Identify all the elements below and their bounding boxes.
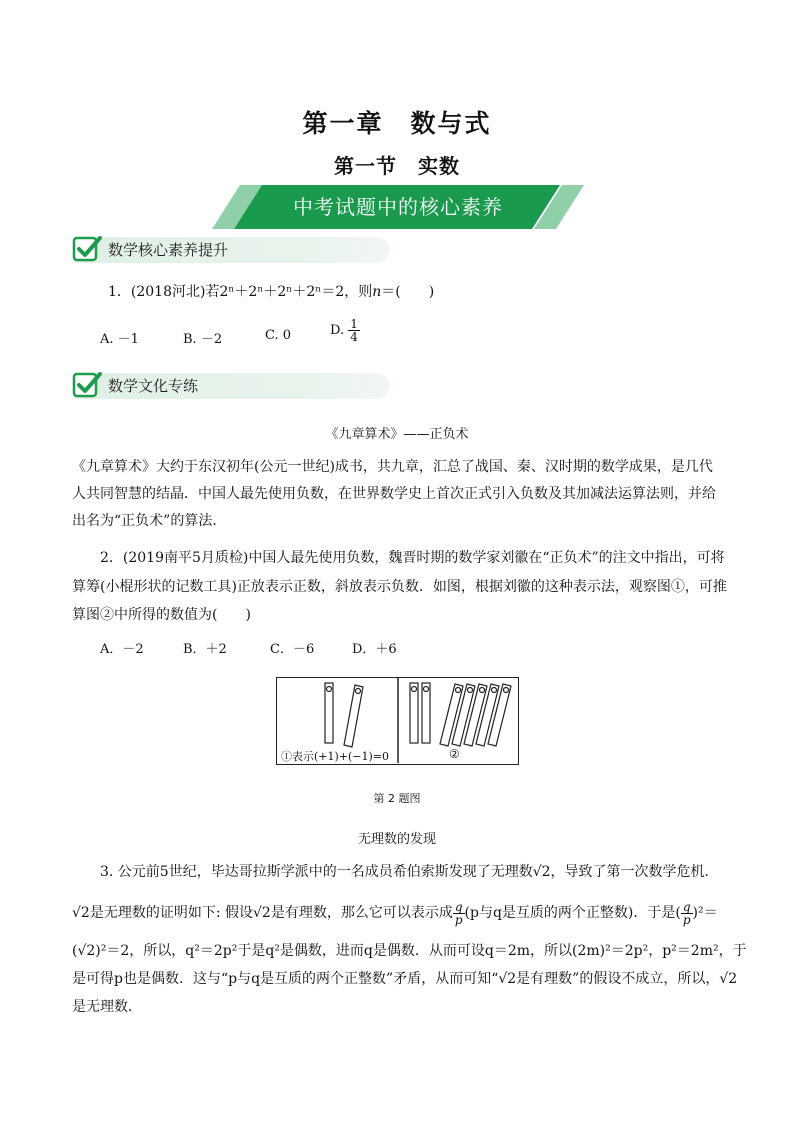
q1-var: n (372, 284, 382, 300)
reading-1-body: 《九章算术》大约于东汉初年(公元一世纪)成书，共九章，汇总了战国、秦、汉时期的数学成果，是几代人共同智慧的结晶．中国人最先使用负数，在世界数学史上首次正式引入负数及其加减法运算法则，并给出名为“正负术”的算法． (72, 459, 716, 529)
q2-option-b: B．＋2 (183, 642, 227, 657)
fraction-denominator: 4 (350, 330, 358, 344)
proof-line-1-c: )²＝ (692, 905, 718, 921)
q1-option-d-fraction (348, 318, 360, 343)
q1-option-c: C. 0 (265, 328, 292, 343)
checkbox-icon (72, 370, 102, 400)
fraction-q-over-p (681, 901, 693, 926)
q2-line-1: 2．(2019南平5月质检)中国人最先使用负数，魏晋时期的数学家刘徽在“正负术”的注文中指出，可将 (100, 550, 725, 566)
reading-1-title: 《九章算术》——正负术 (325, 427, 469, 442)
fraction-denominator: p (454, 912, 463, 927)
q1-prefix: 1．(2018河北)若 (108, 284, 220, 300)
q2-line-3: 算图②中所得的数值为( ) (72, 607, 251, 623)
q1-suffix: ＝( ) (381, 284, 435, 300)
figure-2-label: ② (449, 747, 460, 761)
fraction-q-over-p (453, 901, 465, 926)
checkbox-icon (72, 234, 102, 264)
fraction-numerator: q (454, 899, 463, 914)
q1-option-a: A. －1 (100, 332, 139, 347)
q2-option-d: D．＋6 (352, 642, 397, 657)
q3-stem: 3. 公元前5世纪，毕达哥拉斯学派中的一名成员希伯索斯发现了无理数√2，导致了第一次数学危机． (100, 864, 719, 880)
q1-expr: 2ⁿ＋2ⁿ＋2ⁿ＋2ⁿ＝2，则 (219, 284, 373, 300)
fraction-numerator: q (682, 899, 691, 914)
proof-line-3: 是可得p也是偶数．这与“p与q是互质的两个正整数”矛盾，从而可知“√2是有理数”的假设不成立，所以，√2 (72, 971, 738, 987)
proof-line-2: (√2)²＝2，所以，q²＝2p²于是q²是偶数，进而q是偶数．从而可设q＝2m，所以(2m)²＝2p²，p²＝2m²，于 (72, 943, 747, 959)
proof-line-4: 是无理数． (72, 999, 142, 1015)
figure-1-label: ①表示(+1)+(−1)=0 (281, 750, 390, 763)
proof-line-1-a: √2是无理数的证明如下: 假设√2是有理数，那么它可以表示成 (72, 905, 453, 921)
section-title: 第一节 实数 (334, 154, 460, 178)
q1-option-b: B. －2 (183, 332, 223, 347)
section-title-core-literacy: 数学核心素养提升 (108, 241, 229, 259)
proof-line-1-b: (p与q是互质的两个正整数)．于是( (464, 905, 681, 921)
reading-2-title: 无理数的发现 (357, 832, 436, 847)
banner-title: 中考试题中的核心素养 (293, 195, 503, 219)
q1-option-d-label: D. (330, 323, 345, 338)
figure-caption: 第 2 题图 (373, 792, 421, 805)
chapter-title: 第一章 数与式 (302, 109, 492, 138)
q1-option-d (330, 318, 360, 343)
question-1-stem (108, 279, 434, 306)
counting-rods-figure (276, 677, 519, 765)
fraction-denominator: p (682, 912, 691, 927)
q2-line-2: 算筹(小棍形状的记数工具)正放表示正数，斜放表示负数．如图，根据刘徽的这种表示法，观察图①，可推 (72, 579, 727, 595)
proof-line-1 (72, 900, 718, 927)
fraction-numerator: 1 (350, 317, 358, 331)
section-title-math-culture: 数学文化专练 (108, 377, 199, 395)
q2-option-a: A．－2 (100, 642, 144, 657)
q2-option-c: C．－6 (270, 642, 315, 657)
